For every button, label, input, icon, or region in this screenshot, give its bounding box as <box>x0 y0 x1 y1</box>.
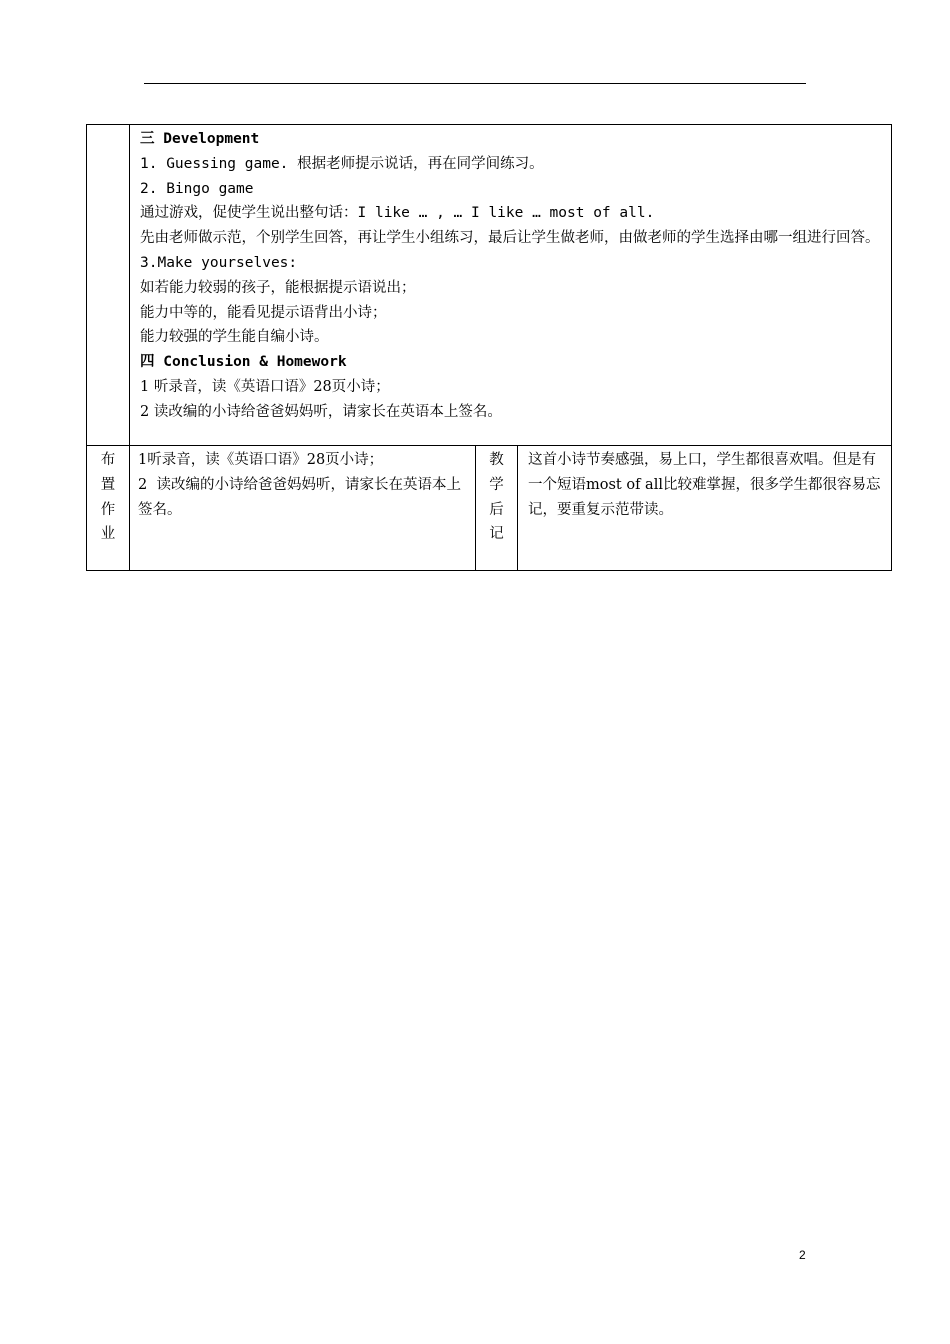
development-item-1: 1. Guessing game. 根据老师提示说话，再在同学间练习。 <box>140 155 544 172</box>
reflection-label-char: 记 <box>489 526 504 543</box>
page-number: 2 <box>799 1248 806 1262</box>
reflection-text: 这首小诗节奏感强，易上口，学生都很喜欢唱。但是有一个短语most of all比较难掌握，很多学生都很容易忘记，要重复示范带读。 <box>518 446 892 571</box>
reflection-label-char: 学 <box>489 476 504 493</box>
development-item-3a: 如若能力较弱的孩子，能根据提示语说出； <box>140 279 416 296</box>
homework-label-char: 作 <box>100 501 116 518</box>
homework-label <box>87 446 130 571</box>
reflection-label-char: 教 <box>489 452 504 468</box>
reflection-label <box>476 446 518 571</box>
conclusion-heading: 四 Conclusion & Homework <box>140 354 347 371</box>
development-item-3c: 能力较强的学生能自编小诗。 <box>140 329 329 346</box>
homework-label-char: 业 <box>100 526 116 543</box>
homework-label-char: 布 <box>100 452 116 468</box>
homework-text: 1听录音，读《英语口语》28页小诗； 2 读改编的小诗给爸爸妈妈听，请家长在英语本上签名。 <box>130 446 476 571</box>
lesson-plan-table <box>86 124 892 571</box>
development-item-3: 3.Make yourselves: <box>140 254 298 271</box>
development-item-2-detail: 先由老师做示范，个别学生回答，再让学生小组练习，最后让学生做老师，由做老师的学生选择由哪一组进行回答。 <box>140 230 880 247</box>
development-item-2-desc: 通过游戏，促使学生说出整句话：I like … , … I like … most of all. <box>140 205 655 222</box>
homework-label-char: 置 <box>100 476 116 493</box>
conclusion-item-1: 1 听录音，读《英语口语》28页小诗； <box>140 378 390 395</box>
development-label-cell <box>87 125 130 446</box>
conclusion-item-2: 2 读改编的小诗给爸爸妈妈听，请家长在英语本上签名。 <box>140 403 502 420</box>
reflection-label-char: 后 <box>489 501 504 518</box>
development-heading: 三 Development <box>140 131 260 147</box>
homework-row <box>87 446 892 571</box>
development-item-2: 2. Bingo game <box>140 180 254 197</box>
header-rule <box>144 83 806 84</box>
development-item-3b: 能力中等的，能看见提示语背出小诗； <box>140 304 387 321</box>
development-cell <box>130 125 892 446</box>
development-row <box>87 125 892 446</box>
